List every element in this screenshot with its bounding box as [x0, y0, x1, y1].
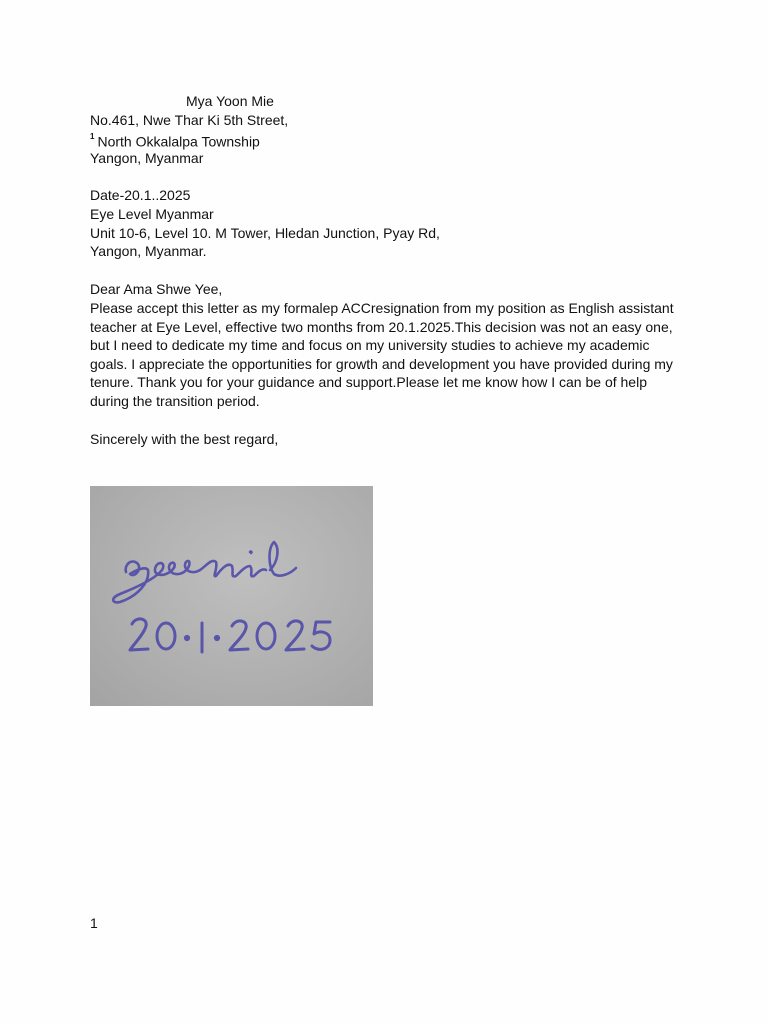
- page-number: 1: [90, 915, 98, 931]
- sender-address-line1: No.461, Nwe Thar Ki 5th Street,: [90, 112, 289, 128]
- closing: Sincerely with the best regard,: [90, 431, 279, 447]
- body-line: tenure. Thank you for your guidance and support.Please let me know how I can be of help: [90, 374, 647, 391]
- signature-image: [90, 486, 373, 706]
- sender-address-line2-row: [90, 130, 260, 151]
- body-line: Please accept this letter as my formalep ACCresignation from my position as English assistant: [90, 300, 674, 316]
- sender-address-line3: Yangon, Myanmar: [90, 150, 204, 166]
- sender-name: Mya Yoon Mie: [186, 93, 274, 109]
- sender-address-line2: North Okkalalpa Township: [97, 133, 260, 150]
- letter-body: [90, 299, 680, 411]
- recipient-line1: Eye Level Myanmar: [90, 206, 214, 222]
- footnote-mark: 1: [90, 132, 95, 141]
- letter-date: Date-20.1..2025: [90, 187, 191, 203]
- handwritten-signature: [90, 486, 373, 706]
- body-line: but I need to dedicate my time and focus on my university studies to achieve my academic: [90, 337, 650, 354]
- body-line: during the transition period.: [90, 392, 260, 409]
- recipient-line2: Unit 10-6, Level 10. M Tower, Hledan Junction, Pyay Rd,: [90, 225, 440, 241]
- recipient-line3: Yangon, Myanmar.: [90, 243, 207, 259]
- body-line: goals. I appreciate the opportunities for growth and development you have provided during my: [90, 355, 673, 372]
- body-line: teacher at Eye Level, effective two months from 20.1.2025.This decision was not an easy one,: [90, 318, 673, 335]
- salutation: Dear Ama Shwe Yee,: [90, 281, 223, 297]
